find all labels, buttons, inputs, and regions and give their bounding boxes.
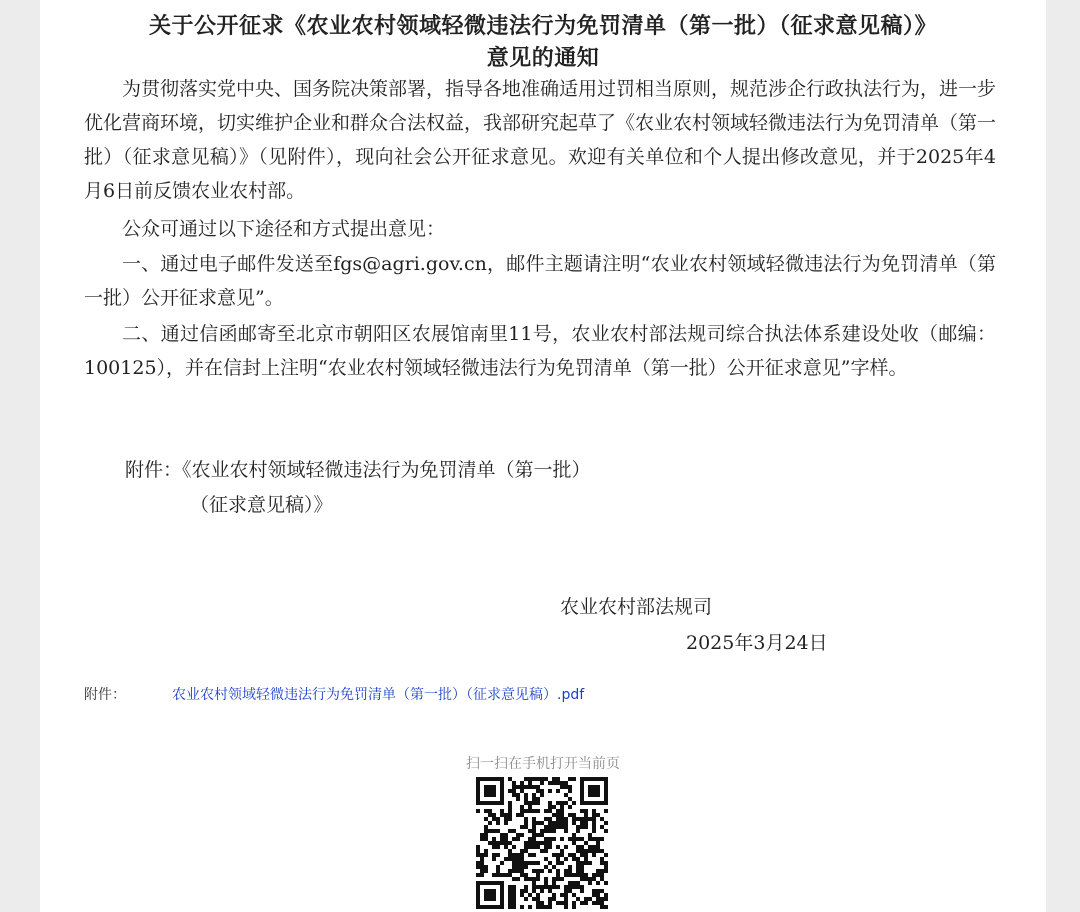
notice-title-line2: 意见的通知 — [486, 46, 600, 71]
qr-code-icon — [476, 777, 608, 909]
attachment-label: 附件： — [84, 687, 126, 703]
body-paragraph-channels: 公众可通过以下途径和方式提出意见： — [122, 218, 446, 240]
attachment-note-line2: （征求意见稿）》 — [190, 494, 333, 516]
document-page — [40, 0, 1046, 912]
qr-caption: 扫一扫在手机打开当前页 — [466, 756, 620, 772]
issue-date: 2025年3月24日 — [686, 632, 828, 654]
attachment-note-line1: 附件：《农业农村领域轻微违法行为免罚清单（第一批） — [125, 459, 591, 481]
notice-title-line1: 关于公开征求《农业农村领域轻微违法行为免罚清单（第一批）（征求意见稿）》 — [148, 14, 937, 39]
body-paragraph-mail: 二、通过信函邮寄至北京市朝阳区农展馆南里11号，农业农村部法规司综合执法体系建设处收（邮编：100125），并在信封上注明“农业农村领域轻微违法行为免罚清单（第一批）公开征求意见”字样。 — [84, 323, 996, 379]
attachment-pdf-link[interactable]: 农业农村领域轻微违法行为免罚清单（第一批）（征求意见稿）.pdf — [172, 687, 585, 703]
issuer-signature: 农业农村部法规司 — [560, 596, 713, 618]
body-paragraph-email: 一、通过电子邮件发送至fgs@agri.gov.cn，邮件主题请注明“农业农村领域轻微违法行为免罚清单（第一批）公开征求意见”。 — [84, 253, 996, 309]
body-paragraph-intro: 为贯彻落实党中央、国务院决策部署，指导各地准确适用过罚相当原则，规范涉企行政执法行为，进一步优化营商环境，切实维护企业和群众合法权益，我部研究起草了《农业农村领域轻微违法行为免罚清单（第一批）（征求意见稿）》（见附件），现向社会公开征求意见。欢迎有关单位和个人提出修改意见，并于2025年4月6日前反馈农业农村部。 — [84, 78, 997, 202]
